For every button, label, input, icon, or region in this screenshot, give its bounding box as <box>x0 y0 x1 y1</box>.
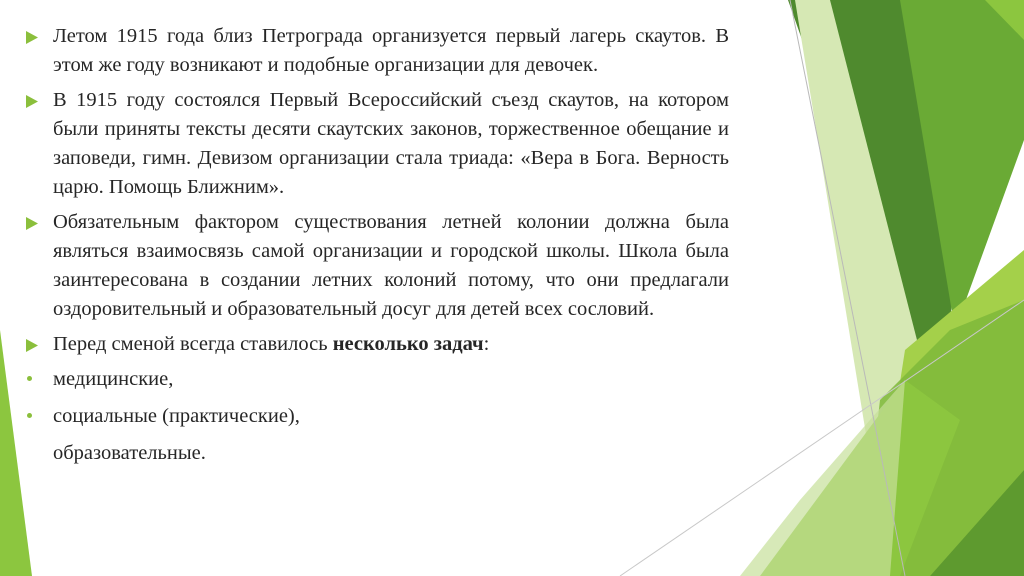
dot-bullet-icon <box>27 402 37 431</box>
deco-pale-lower <box>740 380 905 576</box>
dot-bullet-icon <box>27 365 37 394</box>
list-item <box>25 22 729 80</box>
list-item-text: Обязательным фактором существования летней колонии должна была являться взаимосвязь самой организации и городской школы. Школа была заинтересована в создании летних колоний потому, что они предлагали оздоровительный и образовательный досуг для детей всех сословий. <box>53 211 729 320</box>
tasks-intro-suffix: : <box>483 333 490 355</box>
task-item-text: медицинские, <box>53 368 174 390</box>
list-item-text: Летом 1915 года близ Петрограда организуется первый лагерь скаутов. В этом же году возникают и подобные организации для девочек. <box>53 25 729 76</box>
triangle-bullet-icon <box>25 208 45 237</box>
list-item <box>25 208 729 324</box>
bullet-list <box>25 22 729 468</box>
task-item-text: образовательные. <box>53 442 206 464</box>
task-item <box>25 402 729 431</box>
tasks-intro-bold: несколько задач <box>332 333 484 355</box>
task-item-text: социальные (практические), <box>53 405 300 427</box>
task-item <box>25 439 729 468</box>
list-item-tasks-intro <box>25 330 729 359</box>
tasks-intro-prefix: Перед сменой всегда ставилось <box>53 333 333 355</box>
triangle-bullet-icon <box>25 330 45 359</box>
list-item-text: В 1915 году состоялся Первый Всероссийский съезд скаутов, на котором были приняты тексты десяти скаутских законов, торжественное обещание и заповеди, гимн. Девизом организации стала триада: «Вера в Бога. Верность царю. Помощь Ближним». <box>53 89 729 198</box>
list-item <box>25 86 729 202</box>
task-item <box>25 365 729 394</box>
triangle-bullet-icon <box>25 22 45 51</box>
triangle-bullet-icon <box>25 86 45 115</box>
